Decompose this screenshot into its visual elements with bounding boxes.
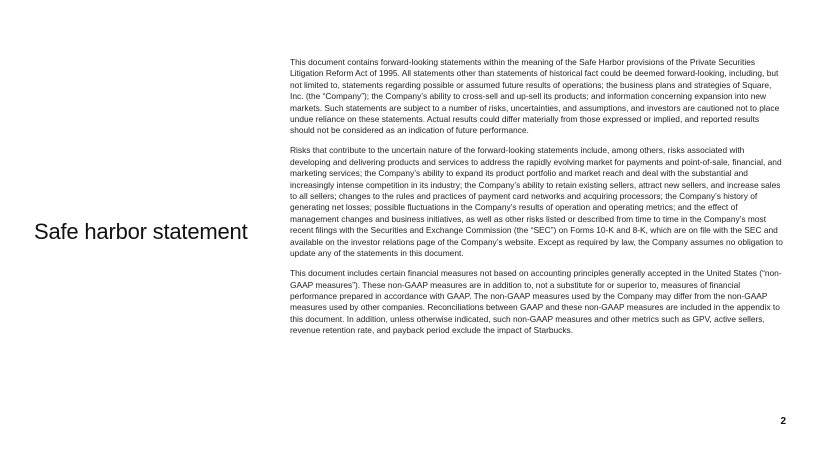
- paragraph-forward-looking: This document contains forward-looking statements within the meaning of the Safe Harbor provisions of the Private Securities Litigation Reform Act of 1995. All statements other than statements of historical fact could be deemed forward-looking, including, but not limited to, statements regarding possible or assumed future results of operations; the business plans and strategies of Square, Inc. (the “Company”); the Company’s ability to cross-sell and up-sell its products; and information concerning expansion into new markets. Such statements are subject to a number of risks, uncertainties, and assumptions, and investors are cautioned not to place undue reliance on these statements. Actual results could differ materially from those expressed or implied, and reported results should not be considered as an indication of future performance.: [290, 57, 780, 136]
- paragraph-risks: Risks that contribute to the uncertain nature of the forward-looking statements include, among others, risks associated with developing and delivering products and services to address the rapidly evolving market for payments and point-of-sale, financial, and marketing services; the Company’s ability to expand its product portfolio and market reach and deal with the substantial and increasingly intense competition in its industry; the Company’s ability to retain existing sellers, attract new sellers, and increase sales to all sellers; changes to the rules and practices of payment card networks and acquiring processors; the Company’s history of generating net losses; possible fluctuations in the Company’s results of operation and operating metrics; and the effect of management changes and business initiatives, as well as other risks listed or described from time to time in the Company’s most recent filings with the Securities and Exchange Commission (the “SEC”) on Forms 10-K and 8-K, which are on file with the SEC and available on the investor relations page of the Company’s website. Except as required by law, the Company assumes no obligation to update any of the statements in this document.: [290, 145, 783, 259]
- page-title: Safe harbor statement: [34, 219, 248, 244]
- safe-harbor-body: [290, 57, 786, 345]
- paragraph-non-gaap: This document includes certain financial measures not based on accounting principles generally accepted in the United States (“non-GAAP measures”). These non-GAAP measures are in addition to, not a substitute for or superior to, measures of financial performance prepared in accordance with GAAP. The non-GAAP measures used by the Company may differ from the non-GAAP measures used by other companies. Reconciliations between GAAP and these non-GAAP measures are included in the appendix to this document. In addition, unless otherwise indicated, such non-GAAP measures and other metrics such as GPV, active sellers, revenue retention rate, and payback period exclude the impact of Starbucks.: [290, 268, 782, 336]
- page-number: 2: [780, 416, 786, 427]
